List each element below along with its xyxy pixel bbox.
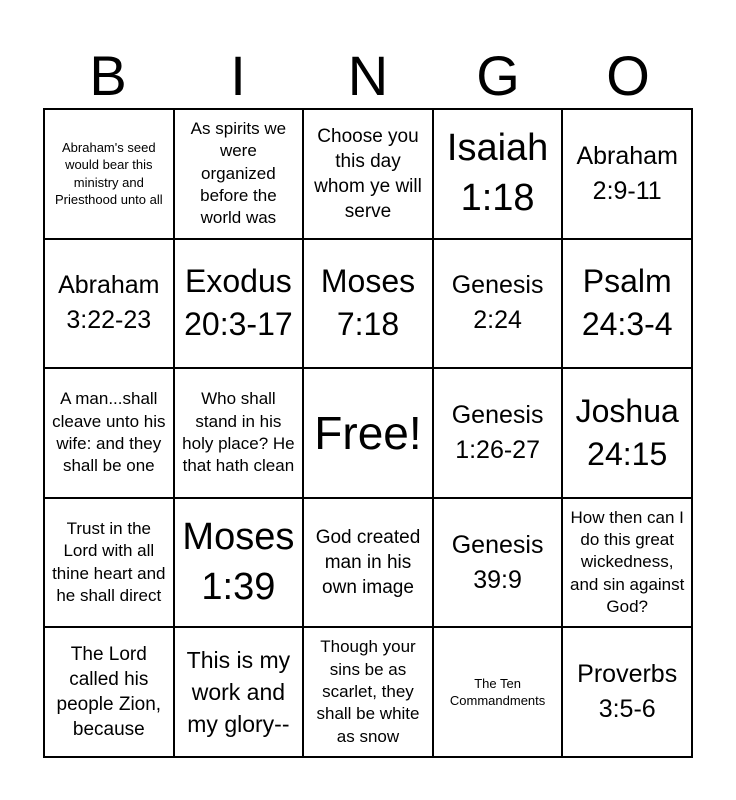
bingo-cell[interactable] [45,369,175,499]
header-letter-g: G [476,44,520,107]
cell-text: Who shall stand in his holy place? He that hath clean [182,389,295,476]
bingo-cell[interactable] [175,110,305,240]
cell-text: Proverbs 3:5-6 [577,660,678,724]
cell-text: How then can I do this great wickedness, and sin against God? [570,507,685,617]
cell-text: Choose you this day whom ye will serve [314,125,422,222]
bingo-cell[interactable] [45,110,175,240]
bingo-cell[interactable] [434,628,564,758]
bingo-cell[interactable] [434,240,564,370]
bingo-cell[interactable] [175,628,305,758]
cell-text: Moses 7:18 [320,263,416,343]
bingo-board [43,108,693,758]
cell-text: Genesis 1:26-27 [451,400,544,464]
bingo-header [43,44,693,108]
free-cell[interactable] [304,369,434,499]
cell-text: Though your sins be as scarlet, they shall be white as snow [316,637,420,746]
bingo-cell[interactable] [563,369,693,499]
bingo-cell[interactable] [563,499,693,629]
bingo-cell[interactable] [304,110,434,240]
bingo-cell[interactable] [45,628,175,758]
cell-text: A man...shall cleave unto his wife: and they shall be one [52,389,166,476]
cell-text: Joshua 24:15 [575,392,679,472]
cell-text: Moses 1:39 [182,516,295,608]
cell-text: Abraham 3:22-23 [58,271,160,335]
bingo-cell[interactable] [175,240,305,370]
bingo-cell[interactable] [434,499,564,629]
cell-text: Psalm 24:3-4 [581,263,673,343]
bingo-cell[interactable] [563,628,693,758]
bingo-cell[interactable] [45,499,175,629]
cell-text: The Ten Commandments [449,675,546,709]
bingo-cell[interactable] [304,499,434,629]
header-letter-i: I [230,44,246,107]
cell-text: As spirits we were organized before the world was [190,118,287,228]
cell-text: Genesis 2:24 [451,271,544,335]
free-text: Free! [314,406,422,459]
bingo-cell[interactable] [175,499,305,629]
bingo-cell[interactable] [434,369,564,499]
cell-text: Abraham 2:9-11 [576,141,678,205]
bingo-cell[interactable] [304,628,434,758]
cell-text: Abraham's seed would bear this ministry and Priesthood unto all [54,139,163,208]
header-letter-n: N [347,44,389,107]
cell-text: This is my work and my glory-- [186,646,291,738]
bingo-cell[interactable] [563,110,693,240]
cell-text: Exodus 20:3-17 [184,263,293,343]
cell-text: Genesis 39:9 [451,530,544,594]
cell-text: Trust in the Lord with all thine heart and he shall direct [52,518,166,606]
bingo-cell[interactable] [175,369,305,499]
bingo-cell[interactable] [563,240,693,370]
bingo-cell[interactable] [45,240,175,370]
header-letter-b: B [89,44,127,107]
bingo-cell[interactable] [304,240,434,370]
cell-text: The Lord called his people Zion, because [56,644,162,741]
cell-text: Isaiah 1:18 [446,127,549,219]
bingo-cell[interactable] [434,110,564,240]
cell-text: God created man in his own image [315,526,421,599]
header-letter-o: O [606,44,650,107]
